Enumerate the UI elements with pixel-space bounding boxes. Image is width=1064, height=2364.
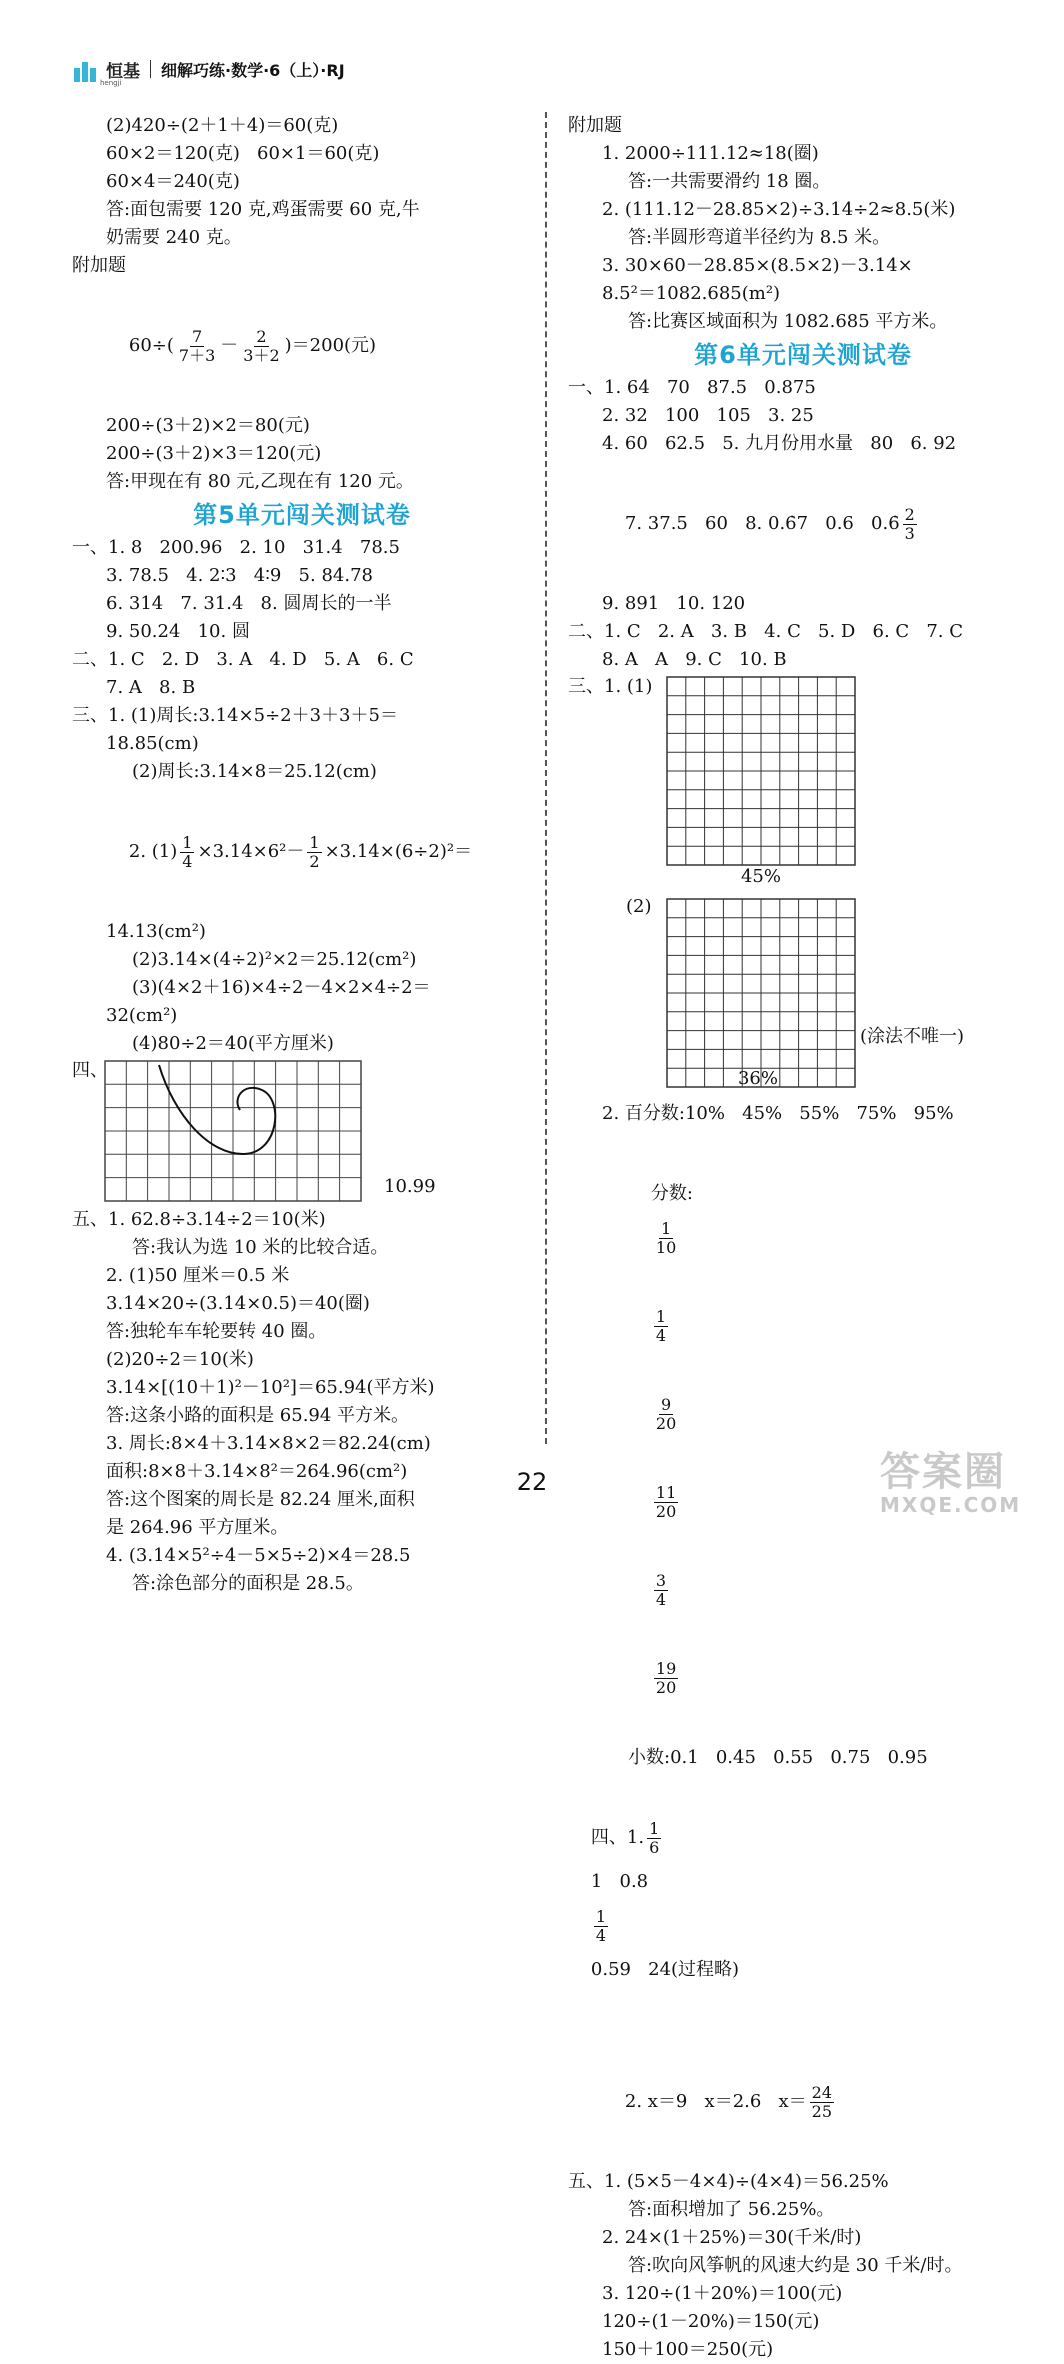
expr-part: 2. x＝9 x＝2.6 x＝ — [624, 2091, 807, 2112]
answer-line: (4)80÷2＝40(平方厘米) — [132, 1033, 334, 1054]
answer-line: 奶需要 240 克。 — [106, 227, 242, 248]
watermark-url: MXQE.COM — [880, 1493, 1022, 1517]
answer-line: 14.13(cm²) — [106, 921, 206, 942]
numerator: 11 — [655, 1482, 677, 1502]
answer-line: 7. A 8. B — [106, 677, 196, 698]
percent-label: 36% — [737, 1068, 778, 1089]
answer-line: (2)3.14×(4÷2)²×2＝25.12(cm²) — [132, 949, 417, 970]
answer-line: 二、1. C 2. D 3. A 4. D 5. A 6. C — [72, 649, 414, 670]
answer-line: 3. 120÷(1＋20%)＝100(元) — [602, 2283, 843, 2304]
fraction — [903, 506, 917, 543]
denominator: 4 — [182, 851, 193, 871]
question-label: 三、1. (1) — [568, 676, 653, 697]
answer-line: 答:半圆形弯道半径约为 8.5 米。 — [628, 227, 891, 248]
expr-part: 2. (1) — [128, 841, 178, 862]
answer-line: 2. (111.12－28.85×2)÷3.14÷2≈8.5(米) — [602, 199, 956, 220]
answer-line: 18.85(cm) — [106, 733, 199, 754]
expr-part: )＝200(元) — [284, 335, 377, 356]
denominator: 6 — [649, 1837, 660, 1857]
answer-line: 60×4＝240(克) — [106, 171, 240, 192]
brand-name: 恒基 — [106, 61, 140, 82]
answer-line: 答:这个图案的周长是 82.24 厘米,面积 — [106, 1489, 415, 1510]
answer-line: 答:我认为选 10 米的比较合适。 — [132, 1237, 389, 1258]
answer-line: 答:涂色部分的面积是 28.5。 — [132, 1573, 364, 1594]
fraction — [654, 1396, 678, 1433]
answer-line: 8.5²＝1082.685(m²) — [602, 283, 781, 304]
denominator: 4 — [655, 1589, 667, 1609]
question-label: (2) — [626, 896, 652, 917]
denominator: 25 — [811, 2101, 833, 2121]
expr-part: 分数: — [650, 1183, 693, 1204]
expr-part: 60÷( — [128, 335, 174, 356]
fraction — [654, 1220, 678, 1257]
answer-line-fraction — [568, 458, 1038, 590]
hundred-grid-45 — [666, 676, 856, 866]
brand-subtitle: hengji — [100, 78, 122, 87]
answer-line: 4. (3.14×5²÷4－5×5÷2)×4＝28.5 — [106, 1545, 411, 1566]
denominator: 3 — [904, 523, 915, 543]
answer-line: 32(cm²) — [106, 1005, 178, 1026]
section-label: 四、 — [72, 1060, 108, 1081]
numerator: 1 — [655, 1306, 667, 1326]
denominator: 7＋3 — [178, 345, 216, 365]
answer-line-fraction — [568, 1772, 1038, 2036]
hundred-grid-36 — [666, 898, 856, 1088]
fraction-row — [568, 1128, 1038, 1744]
answer-line: (2)周长:3.14×8＝25.12(cm) — [132, 761, 377, 782]
answer-line: 1. 2000÷111.12≈18(圈) — [602, 143, 819, 164]
fraction — [654, 1572, 668, 1609]
answer-line: 一、1. 8 200.96 2. 10 31.4 78.5 — [72, 537, 400, 558]
answer-line: 答:吹向风筝帆的风速大约是 30 千米/时。 — [628, 2255, 963, 2276]
expr-part: － — [220, 335, 239, 356]
expr-part: 四、1. — [590, 1827, 645, 1848]
answer-line: 小数:0.1 0.45 0.55 0.75 0.95 — [628, 1747, 928, 1768]
brand-logo — [74, 57, 140, 87]
denominator: 10 — [655, 1237, 677, 1257]
fraction — [647, 1820, 661, 1857]
watermark-text: 答案圈 — [880, 1449, 1006, 1495]
answer-line: 是 264.96 平方厘米。 — [106, 1517, 289, 1538]
column-divider — [545, 112, 547, 1444]
answer-line: 答:一共需要滑约 18 圈。 — [628, 171, 831, 192]
header-separator — [150, 60, 151, 78]
expr-part: 0.59 24(过程略) — [590, 1959, 740, 1980]
answer-line: 五、1. (5×5－4×4)÷(4×4)＝56.25% — [568, 2171, 889, 2192]
left-column — [72, 112, 532, 1598]
answer-line: 一、1. 64 70 87.5 0.875 — [568, 377, 816, 398]
numerator: 1 — [309, 832, 320, 852]
answer-line-fraction — [72, 280, 532, 412]
answer-line: (3)(4×2＋16)×4÷2－4×2×4÷2＝ — [132, 977, 431, 998]
answer-line: (2)20÷2＝10(米) — [106, 1349, 254, 1370]
denominator: 20 — [655, 1413, 677, 1433]
page-header — [74, 54, 345, 87]
answer-line: 9. 50.24 10. 圆 — [106, 621, 250, 642]
answer-line: 2. 32 100 105 3. 25 — [602, 405, 814, 426]
expr-part: ×3.14×(6÷2)²＝ — [324, 841, 473, 862]
fraction — [654, 1484, 678, 1521]
answer-line: 3. 30×60－28.85×(8.5×2)－3.14× — [602, 255, 913, 276]
denominator: 4 — [595, 1925, 607, 1945]
section-heading: 附加题 — [72, 255, 126, 276]
denominator: 3＋2 — [243, 345, 280, 365]
percent-label: 45% — [740, 866, 781, 887]
answer-line: (2)420÷(2＋1＋4)＝60(克) — [106, 115, 339, 136]
answer-line: 120÷(1－20%)＝150(元) — [602, 2311, 820, 2332]
watermark — [880, 1440, 1050, 1517]
spiral-grid-figure — [104, 1060, 362, 1202]
answer-line: 三、1. (1)周长:3.14×5÷2＋3＋3＋5＝ — [72, 705, 398, 726]
section-four — [72, 1058, 532, 1206]
answer-line: 3. 78.5 4. 2∶3 4∶9 5. 84.78 — [106, 565, 373, 586]
answer-line: 面积:8×8＋3.14×8²＝264.96(cm²) — [106, 1461, 408, 1482]
answer-line: 2. 百分数:10% 45% 55% 75% 95% — [602, 1103, 954, 1124]
numerator: 24 — [811, 2082, 833, 2102]
fraction — [810, 2084, 834, 2121]
answer-line: 答:面包需要 120 克,鸡蛋需要 60 克,牛 — [106, 199, 420, 220]
answer-line: 8. A A 9. C 10. B — [602, 649, 787, 670]
numerator: 1 — [595, 1906, 607, 1926]
right-column — [568, 112, 1038, 2364]
hundred-grid-section — [568, 674, 1038, 1100]
answer-line: 答:这条小路的面积是 65.94 平方米。 — [106, 1405, 410, 1426]
answer-line: 9. 891 10. 120 — [602, 593, 746, 614]
denominator: 2 — [309, 851, 320, 871]
page-number: 22 — [516, 1468, 548, 1496]
answer-line: 3. 周长:8×4＋3.14×8×2＝82.24(cm) — [106, 1433, 431, 1454]
numerator: 1 — [649, 1818, 660, 1838]
section-heading: 附加题 — [568, 115, 622, 136]
expr-part: 7. 37.5 60 8. 0.6̇7 0.6 0.6̇ — [624, 513, 900, 534]
fraction — [594, 1908, 608, 1945]
spiral-curve — [159, 1065, 275, 1154]
fraction — [307, 834, 321, 871]
fraction — [177, 328, 217, 365]
denominator: 20 — [655, 1677, 677, 1697]
answer-line: 二、1. C 2. A 3. B 4. C 5. D 6. C 7. C — [568, 621, 964, 642]
unit-title: 第5单元闯关测试卷 — [193, 501, 411, 529]
expr-part: 1 0.8 — [590, 1871, 649, 1892]
fraction — [180, 834, 194, 871]
answer-line: 4. 60 62.5 5. 九月份用水量 80 6. 92 — [602, 433, 957, 454]
answer-line: 答:面积增加了 56.25%。 — [628, 2199, 835, 2220]
denominator: 20 — [655, 1501, 677, 1521]
answer-line: 3.14×20÷(3.14×0.5)＝40(圈) — [106, 1293, 370, 1314]
answer-line: 3.14×[(10＋1)²－10²]＝65.94(平方米) — [106, 1377, 435, 1398]
numerator: 7 — [192, 326, 203, 346]
numerator: 1 — [660, 1218, 672, 1238]
answer-line: 150＋100＝250(元) — [602, 2339, 774, 2360]
answer-line: 答:甲现在有 80 元,乙现在有 120 元。 — [106, 471, 414, 492]
numerator: 9 — [660, 1394, 672, 1414]
answer-line: 2. 24×(1＋25%)＝30(千米/时) — [602, 2227, 862, 2248]
answer-line: 答:比赛区域面积为 1082.685 平方米。 — [628, 311, 948, 332]
numerator: 2 — [256, 326, 267, 346]
answer-line: 200÷(3＋2)×3＝120(元) — [106, 443, 322, 464]
answer-line: 答:独轮车车轮要转 40 圈。 — [106, 1321, 327, 1342]
book-title: 细解巧练·数学·6（上）·RJ — [161, 60, 345, 80]
answer-line: 6. 314 7. 31.4 8. 圆周长的一半 — [106, 593, 392, 614]
numerator: 2 — [904, 504, 915, 524]
fraction — [241, 328, 281, 365]
denominator: 4 — [655, 1325, 667, 1345]
expr-part: ×3.14×6²－ — [197, 841, 305, 862]
fraction — [654, 1660, 678, 1697]
answer-line-fraction — [568, 2036, 1038, 2168]
note-text: (涂法不唯一) — [860, 1026, 965, 1047]
answer-line-fraction — [72, 786, 532, 918]
section-four-answer: 10.99 — [384, 1176, 436, 1197]
numerator: 3 — [655, 1570, 667, 1590]
answer-line: 200÷(3＋2)×2＝80(元) — [106, 415, 310, 436]
numerator: 1 — [182, 832, 193, 852]
answer-line: 五、1. 62.8÷3.14÷2＝10(米) — [72, 1209, 326, 1230]
answer-line: 2. (1)50 厘米＝0.5 米 — [106, 1265, 290, 1286]
unit-title: 第6单元闯关测试卷 — [694, 341, 912, 369]
numerator: 19 — [655, 1658, 677, 1678]
answer-line: 60×2＝120(克) 60×1＝60(克) — [106, 143, 380, 164]
fraction — [654, 1308, 668, 1345]
